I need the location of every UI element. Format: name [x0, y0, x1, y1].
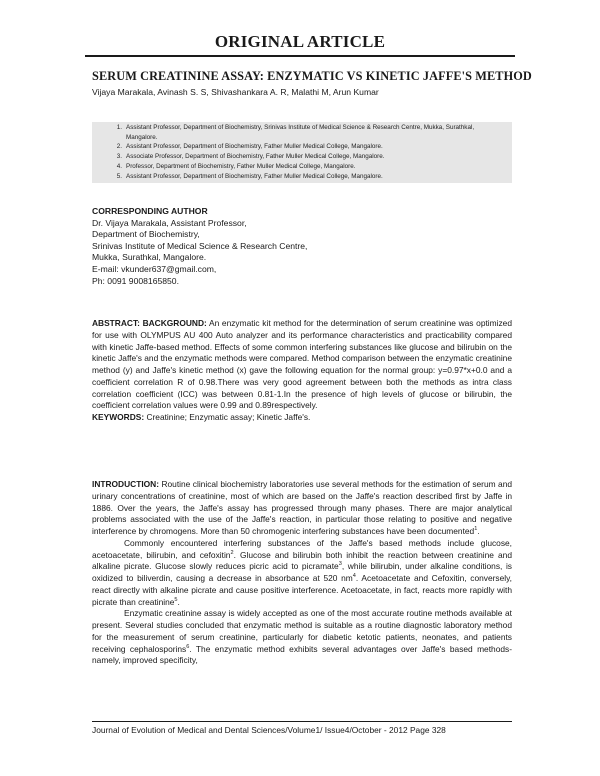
keywords-paragraph: [92, 412, 512, 424]
affiliation-text: Assistant Professor, Department of Biochemistry, Father Muller Medical College, Mangalore.: [126, 172, 383, 180]
affiliation-number: 2.: [116, 143, 122, 151]
affiliation-text: Associate Professor, Department of Biochemistry, Father Muller Medical College, Mangalore.: [126, 153, 385, 161]
intro-text: .: [177, 596, 180, 607]
citation-ref: 6: [186, 643, 190, 650]
citation-ref: 1: [474, 526, 478, 533]
corresponding-phone: Ph: 0091 9008165850.: [92, 275, 179, 286]
intro-text: . The enzymatic method exhibits several advantages over Jaffe's based methods-namely, improved specificity,: [92, 643, 512, 666]
section-title: ORIGINAL ARTICLE: [214, 32, 386, 51]
corresponding-author-heading: CORRESPONDING AUTHOR: [92, 206, 208, 216]
affiliation-number: 4.: [116, 162, 122, 170]
abstract-section: [92, 318, 512, 424]
corresponding-email: E-mail: vkunder637@gmail.com,: [92, 263, 217, 274]
affiliation-text: Assistant Professor, Department of Biochemistry, Father Muller Medical College, Mangalore.: [126, 143, 383, 151]
corresponding-department: Department of Biochemistry,: [92, 229, 200, 240]
affiliations-box: [92, 122, 512, 183]
affiliation-text: Professor, Department of Biochemistry, Father Muller Medical College, Mangalore.: [126, 162, 356, 170]
affiliation-item: [92, 123, 512, 142]
author-list: Vijaya Marakala, Avinash S. S, Shivashankara A. R, Malathi M, Arun Kumar: [92, 87, 379, 97]
intro-text: . Glucose and bilirubin both inhibit the reaction between creatinine and alkaline picrate. Glucose slowly reduces picric acid to picramate: [92, 549, 512, 572]
keywords-heading: KEYWORDS:: [92, 412, 145, 422]
introduction-section: [92, 479, 512, 667]
corresponding-author-block: [92, 206, 512, 287]
article-title: SERUM CREATININE ASSAY: ENZYMATIC VS KINETIC JAFFE'S METHOD: [92, 69, 532, 83]
intro-paragraph-1: [92, 479, 512, 538]
citation-ref: 3: [338, 561, 342, 568]
intro-text: .: [477, 526, 480, 536]
citation-ref: 4: [352, 573, 356, 580]
intro-paragraph-3: [92, 608, 512, 667]
corresponding-address: Mukka, Surathkal, Mangalore.: [92, 252, 207, 263]
intro-text: Routine clinical biochemistry laboratories use several methods for the estimation of serum and urinary concentrations of creatinine, most of which are based on the Jaffe's reaction described first by Jaffe in 1886. Over the years, the Jaffe's assay has progressed through many phases. There are major analytical problems associated with the use of the Jaffe's reaction, in particular those relating to positive and negative interference by chromogens. More than 50 chromogenic interfering substances have been documented: [92, 479, 513, 536]
intro-text: , while bilirubin, under alkaline conditions, is oxidized to biliverdin, causing a decrease in absorbance at 520 nm: [92, 561, 512, 583]
affiliation-item: [92, 162, 512, 172]
abstract-paragraph: [92, 318, 512, 412]
citation-ref: 5: [174, 596, 178, 603]
keywords-text: Creatinine; Enzymatic assay; Kinetic Jaffe's.: [146, 412, 311, 422]
corresponding-name: Dr. Vijaya Marakala, Assistant Professor,: [92, 217, 247, 228]
page-footer: Journal of Evolution of Medical and Dental Sciences/Volume1/ Issue4/October - 2012 Page 328: [92, 721, 512, 735]
introduction-heading: INTRODUCTION:: [92, 479, 159, 489]
affiliation-text: Assistant Professor, Department of Biochemistry, Srinivas Institute of Medical Science & Research Centre, Mukka, Surathkal, Mangalore.: [126, 124, 475, 141]
affiliation-number: 3.: [116, 153, 122, 161]
affiliation-number: 1.: [116, 124, 122, 131]
affiliation-number: 5.: [116, 172, 122, 180]
intro-text: Commonly encountered interfering substances of the Jaffe's based methods include glucose, acetoacetate, bilirubin, and cefoxitin: [92, 537, 512, 560]
intro-text: . Acetoacetate and Cefoxitin, conversely, react directly with alkaline picrate and cause positive interference. Acetoacetate, in fact, reacts more rapidly with picrate than creatinine: [92, 573, 512, 607]
affiliation-item: [92, 172, 512, 182]
abstract-text: An enzymatic kit method for the determination of serum creatinine was optimized for use with OLYMPUS AU 400 Auto analyzer and its performance characteristics and practicability compared with kinetic Jaffe-based method. Effects of some common interfering substances like glucose and bilirubin on the kinetic Jaffe's and the enzymatic methods were compared. Method comparison between the enzymatic creatinine method (y) and Jaffe's kinetic method (x) gave the following equation for the normal group: y=0.97*x+0.0 and a coefficient correlation R of 0.98.There was very good agreement between both the methods as intra class correlation coefficient (ICC) was between 0.81-1.In the presence of high levels of glucose or bilirubin, the coefficient correlation values were 0.99 and 0.89respectively.: [92, 318, 513, 411]
citation-ref: 2: [230, 549, 234, 556]
intro-paragraph-2: [92, 538, 512, 609]
header-divider: [85, 55, 515, 57]
abstract-heading: ABSTRACT: BACKGROUND:: [92, 318, 207, 328]
intro-text: Enzymatic creatinine assay is widely accepted as one of the most accurate routine methods available at present. Several studies concluded that enzymatic method is suitable as a routine diagnostic laboratory method for the measurement of serum creatinine, particularly for diabetic ketotic patients, neonates, and patients receiving cephalosporins: [92, 608, 512, 654]
corresponding-institute: Srinivas Institute of Medical Science & Research Centre,: [92, 240, 308, 251]
affiliation-item: [92, 152, 512, 162]
affiliation-item: [92, 142, 512, 152]
